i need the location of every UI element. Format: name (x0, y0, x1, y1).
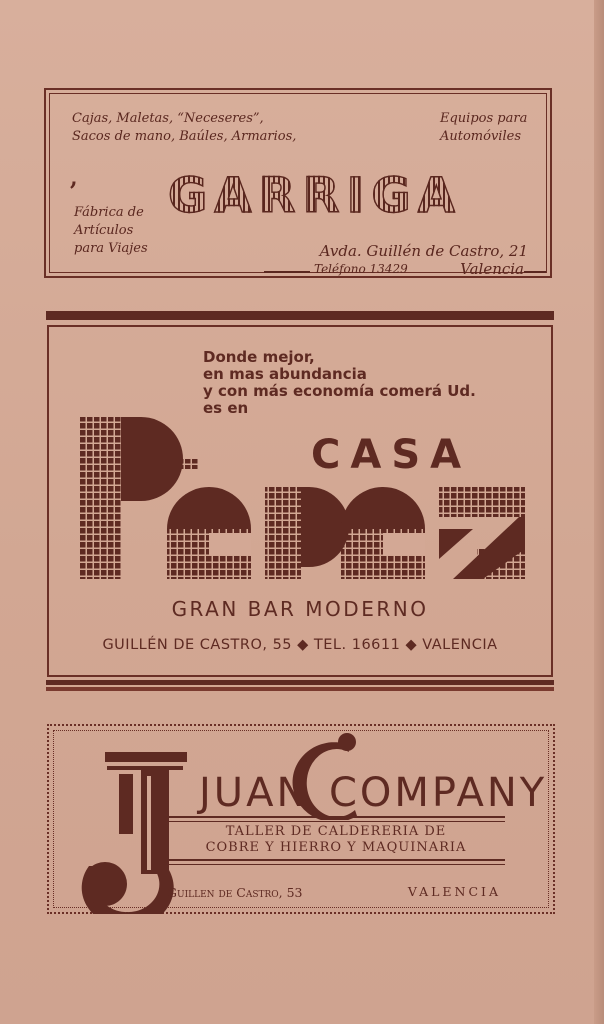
perez-lead-line4: es en (203, 399, 249, 417)
perez-letter-z (439, 487, 525, 579)
garriga-products-line2: Sacos de mano, Baúles, Armarios, (72, 129, 297, 144)
ad-juan-company (47, 724, 555, 914)
garriga-phone: Teléfono 13429 (314, 262, 408, 276)
garriga-address: Avda. Guillén de Castro, 21 (319, 242, 528, 260)
garriga-factory-line1: Fábrica de (74, 205, 144, 220)
garriga-products (72, 110, 296, 146)
perez-lead-line3: y con más economía comerá Ud. (203, 382, 476, 400)
garriga-equipment-line2: Automóviles (440, 129, 521, 144)
garriga-city: Valencia (460, 260, 524, 278)
garriga-rule-left (264, 271, 310, 273)
perez-letter-e1 (167, 487, 251, 579)
company-rule-top (167, 816, 505, 822)
garriga-name: GARRIGA (168, 168, 462, 224)
company-tagline (167, 824, 505, 856)
perez-letter-e2 (341, 487, 425, 579)
company-last-name: COMPANY (329, 770, 548, 816)
company-tagline-line1: TALLER DE CALDERERIA DE (225, 824, 447, 839)
garriga-rule-right (524, 271, 546, 273)
perez-accent (177, 459, 199, 469)
company-rule-bottom (167, 859, 505, 865)
divider-bar-mid-1 (46, 680, 554, 685)
garriga-equipment-line1: Equipos para (440, 111, 528, 126)
divider-bar-top (46, 311, 554, 320)
garriga-factory-line3: para Viajes (74, 241, 148, 256)
garriga-equipment (440, 110, 528, 146)
perez-lead-line2: en mas abundancia (203, 365, 367, 383)
company-city: VALENCIA (407, 884, 501, 899)
garriga-products-line1: Cajas, Maletas, “Neceseres”, (72, 111, 264, 126)
perez-logo (73, 409, 543, 589)
divider-bar-mid-2 (46, 687, 554, 691)
perez-casa-word: CASA (311, 432, 472, 478)
ad-garriga (44, 88, 552, 278)
garriga-factory (74, 204, 148, 258)
garriga-factory-line2: Artículos (74, 223, 134, 238)
perez-lead-text (203, 349, 476, 417)
company-tagline-line2: COBRE Y HIERRO Y MAQUINARIA (205, 840, 467, 855)
perez-subtitle: GRAN BAR MODERNO (171, 597, 429, 621)
company-first-name: JUAN (199, 770, 310, 816)
page-edge (594, 0, 604, 1024)
garriga-accent-mark: , (70, 165, 78, 191)
company-street: Guillen de Castro, 53 (167, 885, 303, 900)
perez-lead-line1: Donde mejor, (203, 348, 315, 366)
perez-letter-r (265, 487, 349, 579)
ad-casa-perez (47, 325, 553, 677)
perez-contact: GUILLÉN DE CASTRO, 55 ◆ TEL. 16611 ◆ VALENCIA (102, 637, 498, 653)
